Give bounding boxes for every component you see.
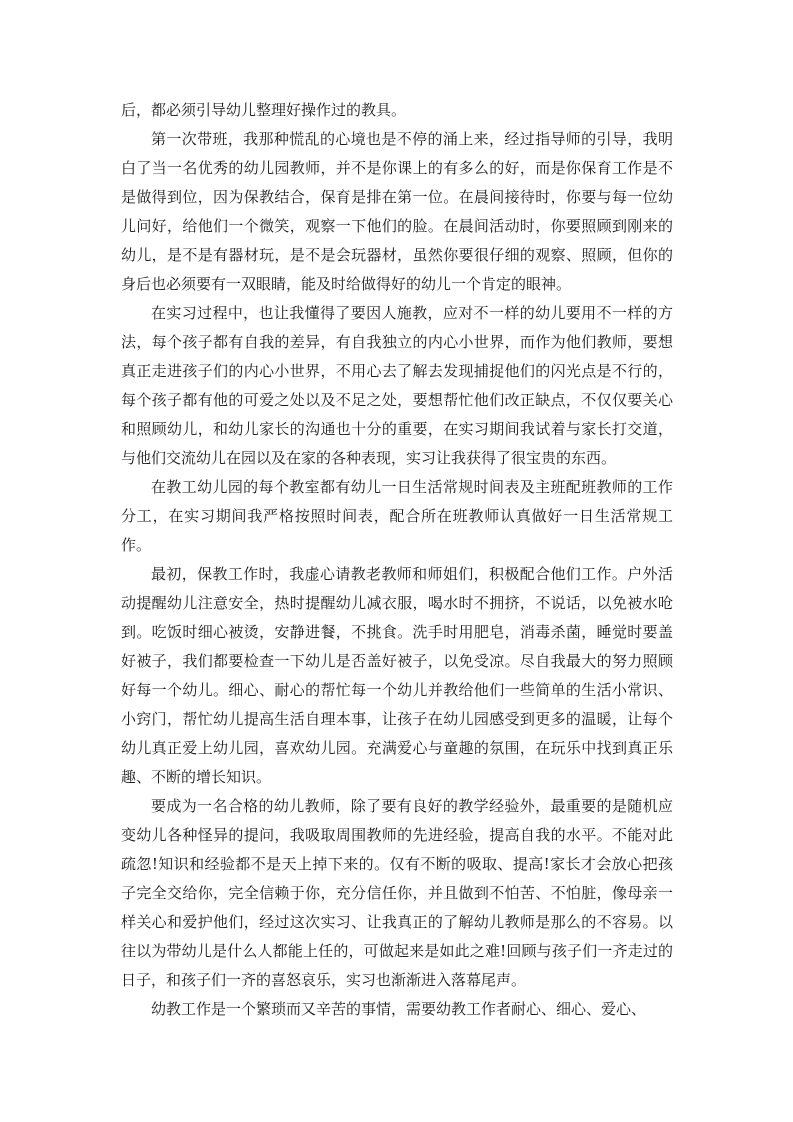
paragraph-5: 最初，保教工作时，我虚心请教老教师和师姐们，积极配合他们工作。户外活动提醒幼儿注意安全，热时提醒幼儿减衣服，喝水时不拥挤，不说话，以免被水呛到。吃饭时细心被烫，安静进餐，不挑食。洗手时用肥皂，消毒杀菌，睡觉时要盖好被子，我们都要检查一下幼儿是否盖好被子，以免受凉。尽自我最大的努力照顾好每一个幼儿。细心、耐心的帮忙每一个幼儿并教给他们一些简单的生活小常识、小窍门，帮忙幼儿提高生活自理本事，让孩子在幼儿园感受到更多的温暖，让每个幼儿真正爱上幼儿园，喜欢幼儿园。充满爱心与童趣的氛围，在玩乐中找到真正乐趣、不断的增长知识。 [121,565,673,786]
paragraph-3: 在实习过程中，也让我懂得了要因人施教，应对不一样的幼儿要用不一样的方法，每个孩子都有自我的差异，有自我独立的内心小世界，而作为他们教师，要想真正走进孩子们的内心小世界，不用心去了解去发现捕捉他们的闪光点是不行的，每个孩子都有他的可爱之处以及不足之处，要想帮忙他们改正缺点，不仅仅要关心和照顾幼儿，和幼儿家长的沟通也十分的重要，在实习期间我试着与家长打交道，与他们交流幼儿在园以及在家的各种表现，实习让我获得了很宝贵的东西。 [121,304,673,467]
document-body [121,96,673,1024]
paragraph-6: 要成为一名合格的幼儿教师，除了要有良好的教学经验外，最重要的是随机应变幼儿各种怪异的提问，我吸取周围教师的先进经验，提高自我的水平。不能对此疏忽!知识和经验都不是天上掉下来的。仅有不断的吸取、提高!家长才会放心把孩子完全交给你，完全信赖于你，充分信任你，并且做到不怕苦、不怕脏，像母亲一样关心和爱护他们，经过这次实习、让我真正的了解幼儿教师是那么的不容易。以往以为带幼儿是什么人都能上任的，可做起来是如此之难!回顾与孩子们一齐走过的日子，和孩子们一齐的喜怒哀乐，实习也渐渐进入落幕尾声。 [121,797,673,989]
paragraph-1: 后，都必须引导幼儿整理好操作过的教具。 [121,101,407,119]
paragraph-4: 在教工幼儿园的每个教室都有幼儿一日生活常规时间表及主班配班教师的工作分工，在实习期间我严格按照时间表，配合所在班教师认真做好一日生活常规工作。 [121,478,673,554]
paragraph-2: 第一次带班，我那种慌乱的心境也是不停的涌上来，经过指导师的引导，我明白了当一名优秀的幼儿园教师，并不是你课上的有多么的好，而是你保育工作是不是做得到位，因为保教结合，保育是排在第一位。在晨间接待时，你要与每一位幼儿问好，给他们一个微笑，观察一下他们的脸。在晨间活动时，你要照顾到刚来的幼儿，是不是有器材玩，是不是会玩器材，虽然你要很仔细的观察、照顾，但你的身后也必须要有一双眼睛，能及时给做得好的幼儿一个肯定的眼神。 [121,130,673,293]
paragraph-7: 幼教工作是一个繁琐而又辛苦的事情，需要幼教工作者耐心、细心、爱心、 [151,1000,647,1018]
